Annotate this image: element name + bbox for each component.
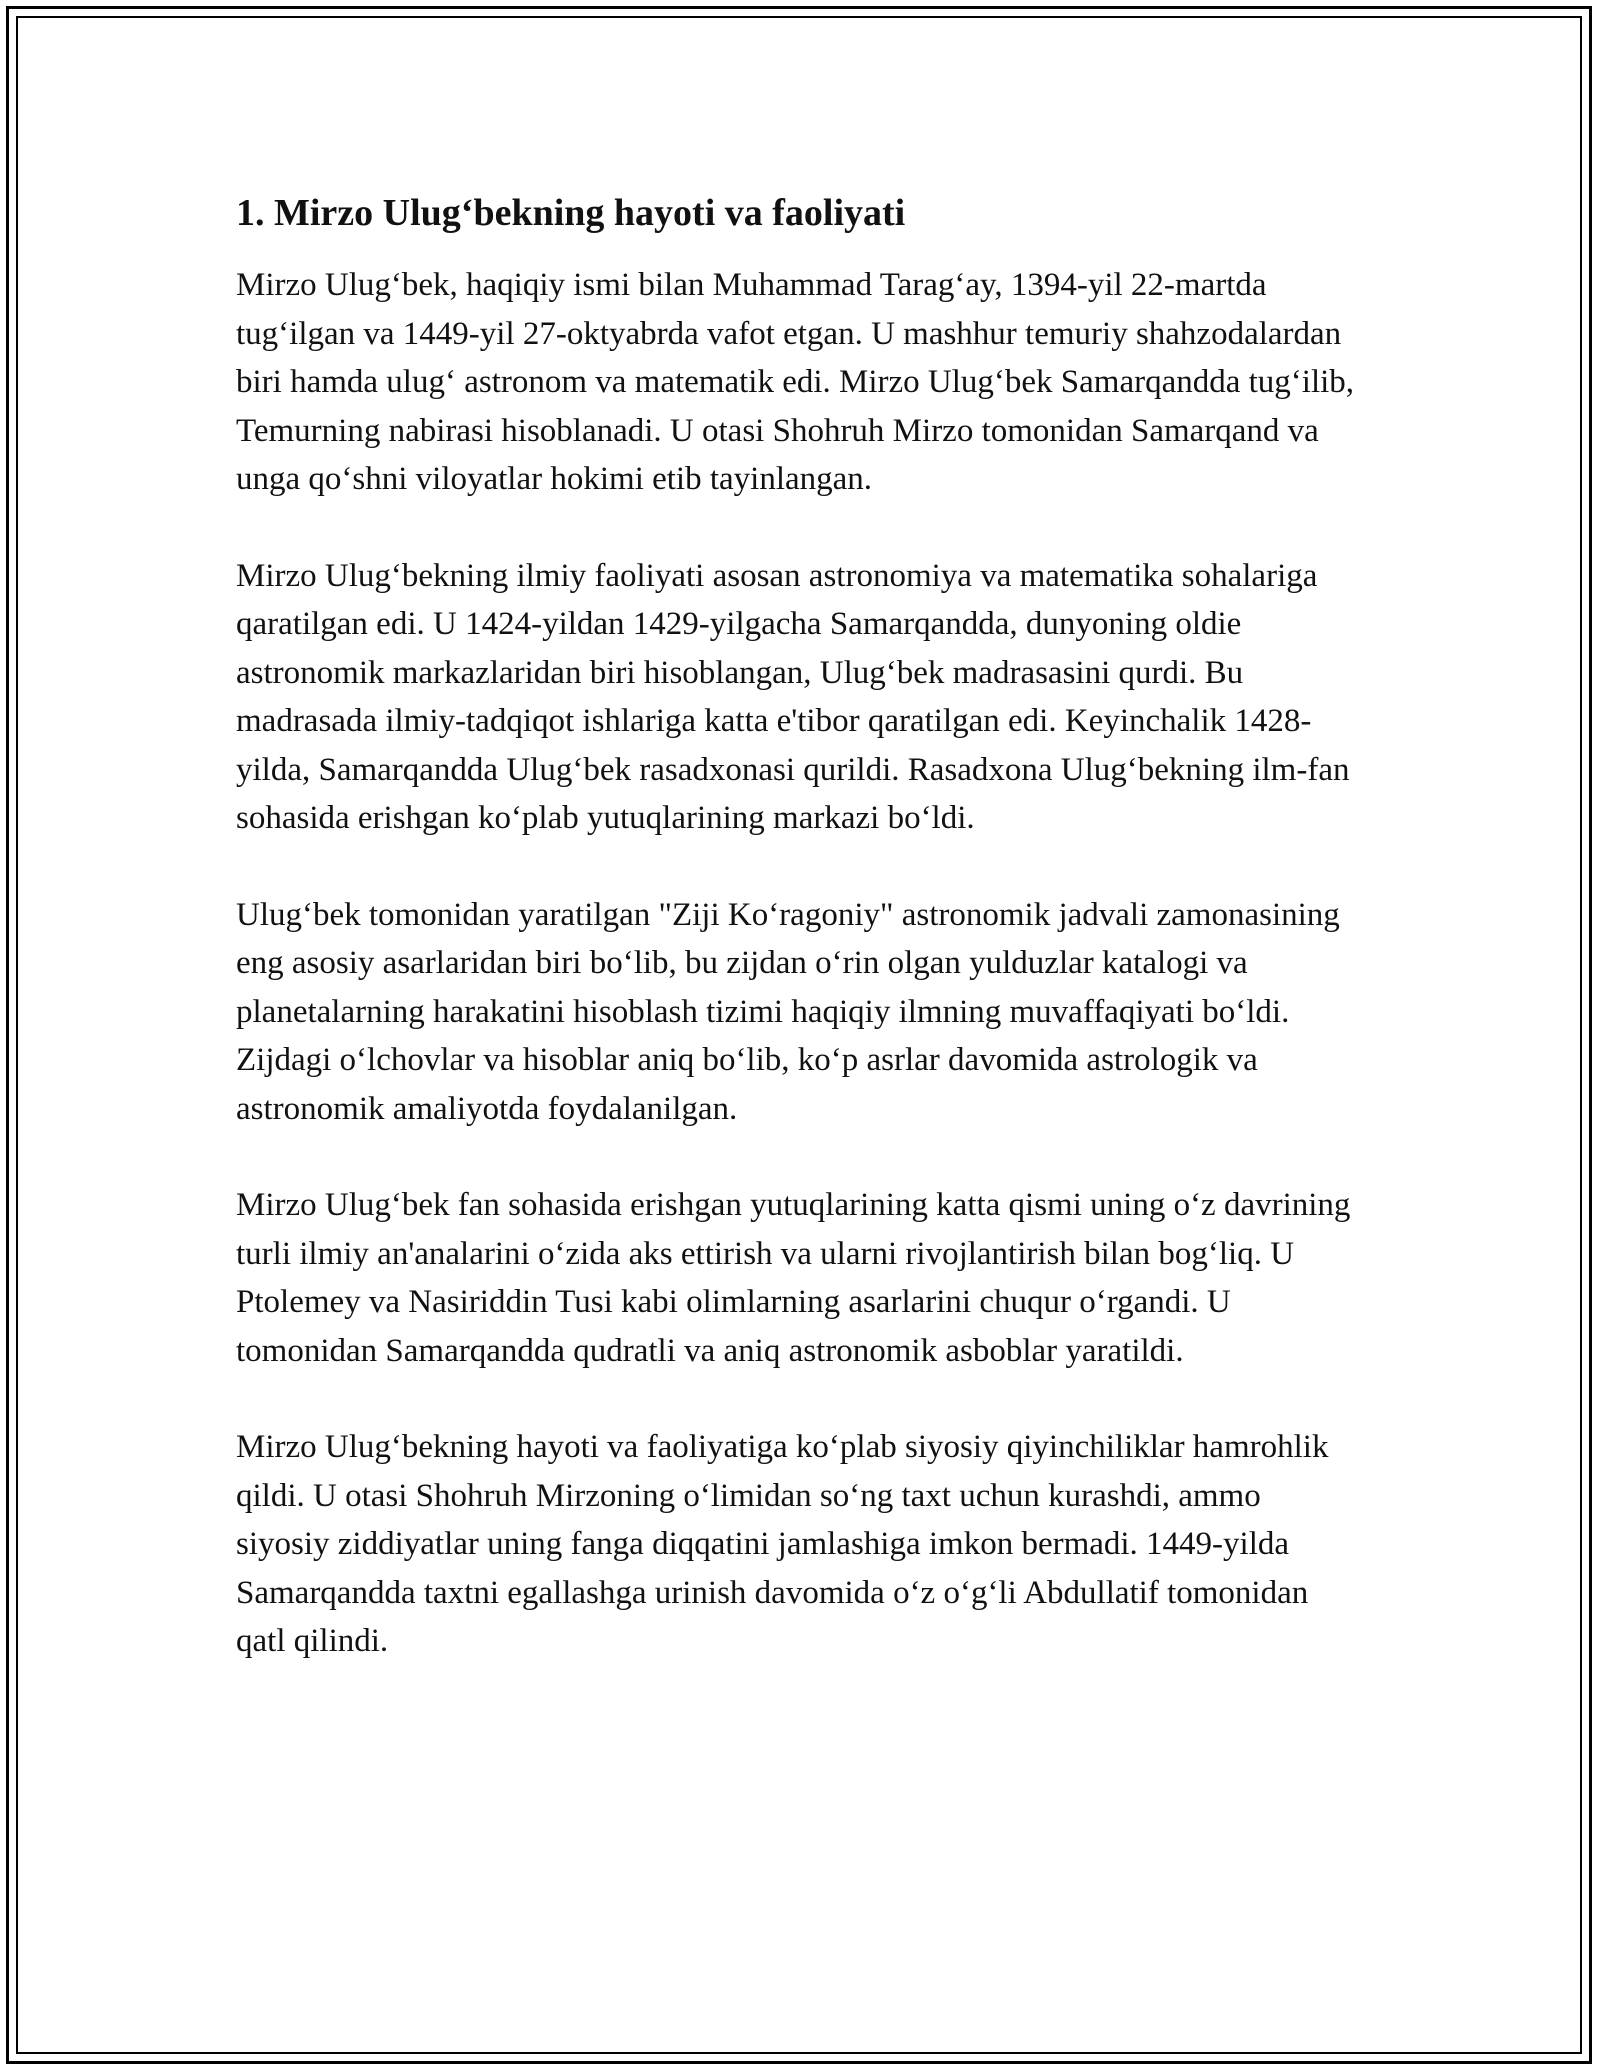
paragraph-4: Mirzo Ulug‘bek fan sohasida erishgan yutuqlarining katta qismi uning o‘z davrining turli ilmiy an'analarini o‘zida aks ettirish va ularni rivojlantirish bilan bog‘liq. U Ptolemey va Nasiriddin Tusi kabi olimlarning asarlarini chuqur o‘rgandi. U tomonidan Samarqandda qudratli va aniq astronomik asboblar yaratildi. (236, 1187, 1351, 1369)
document-body (236, 185, 1356, 1666)
paragraph-3: Ulug‘bek tomonidan yaratilgan "Ziji Ko‘ragoniy" astronomik jadvali zamonasining eng asosiy asarlaridan biri bo‘lib, bu zijdan o‘rin olgan yulduzlar katalogi va planetalarning harakatini hisoblash tizimi haqiqiy ilmning muvaffaqiyati bo‘ldi. Zijdagi o‘lchovlar va hisoblar aniq bo‘lib, ko‘p asrlar davomida astrologik va astronomik amaliyotda foydalanilgan. (236, 896, 1340, 1127)
paragraph-2: Mirzo Ulug‘bekning ilmiy faoliyati asosan astronomiya va matematika sohalariga qaratilgan edi. U 1424-yildan 1429-yilgacha Samarqandda, dunyoning oldie astronomik markazlaridan biri hisoblangan, Ulug‘bek madrasasini qurdi. Bu madrasada ilmiy-tadqiqot ishlariga katta e'tibor qaratilgan edi. Keyinchalik 1428-yilda, Samarqandda Ulug‘bek rasadxonasi qurildi. Rasadxona Ulug‘bekning ilm-fan sohasida erishgan ko‘plab yutuqlarining markazi bo‘ldi. (236, 557, 1350, 836)
paragraph-1: Mirzo Ulug‘bek, haqiqiy ismi bilan Muhammad Tarag‘ay, 1394-yil 22-martda tug‘ilgan va 1449-yil 27-oktyabrda vafot etgan. U mashhur temuriy shahzodalardan biri hamda ulug‘ astronom va matematik edi. Mirzo Ulug‘bek Samarqandda tug‘ilib, Temurning nabirasi hisoblanadi. U otasi Shohruh Mirzo tomonidan Samarqand va unga qo‘shni viloyatlar hokimi etib tayinlangan. (236, 267, 1355, 497)
paragraph-5: Mirzo Ulug‘bekning hayoti va faoliyatiga ko‘plab siyosiy qiyinchiliklar hamrohlik qildi. U otasi Shohruh Mirzoning o‘limidan so‘ng taxt uchun kurashdi, ammo siyosiy ziddiyatlar uning fanga diqqatini jamlashiga imkon bermadi. 1449-yilda Samarqandda taxtni egallashga urinish davomida o‘z o‘g‘li Abdullatif tomonidan qatl qilindi. (236, 1429, 1329, 1659)
section-heading: 1. Mirzo Ulug‘bekning hayoti va faoliyati (236, 192, 906, 234)
